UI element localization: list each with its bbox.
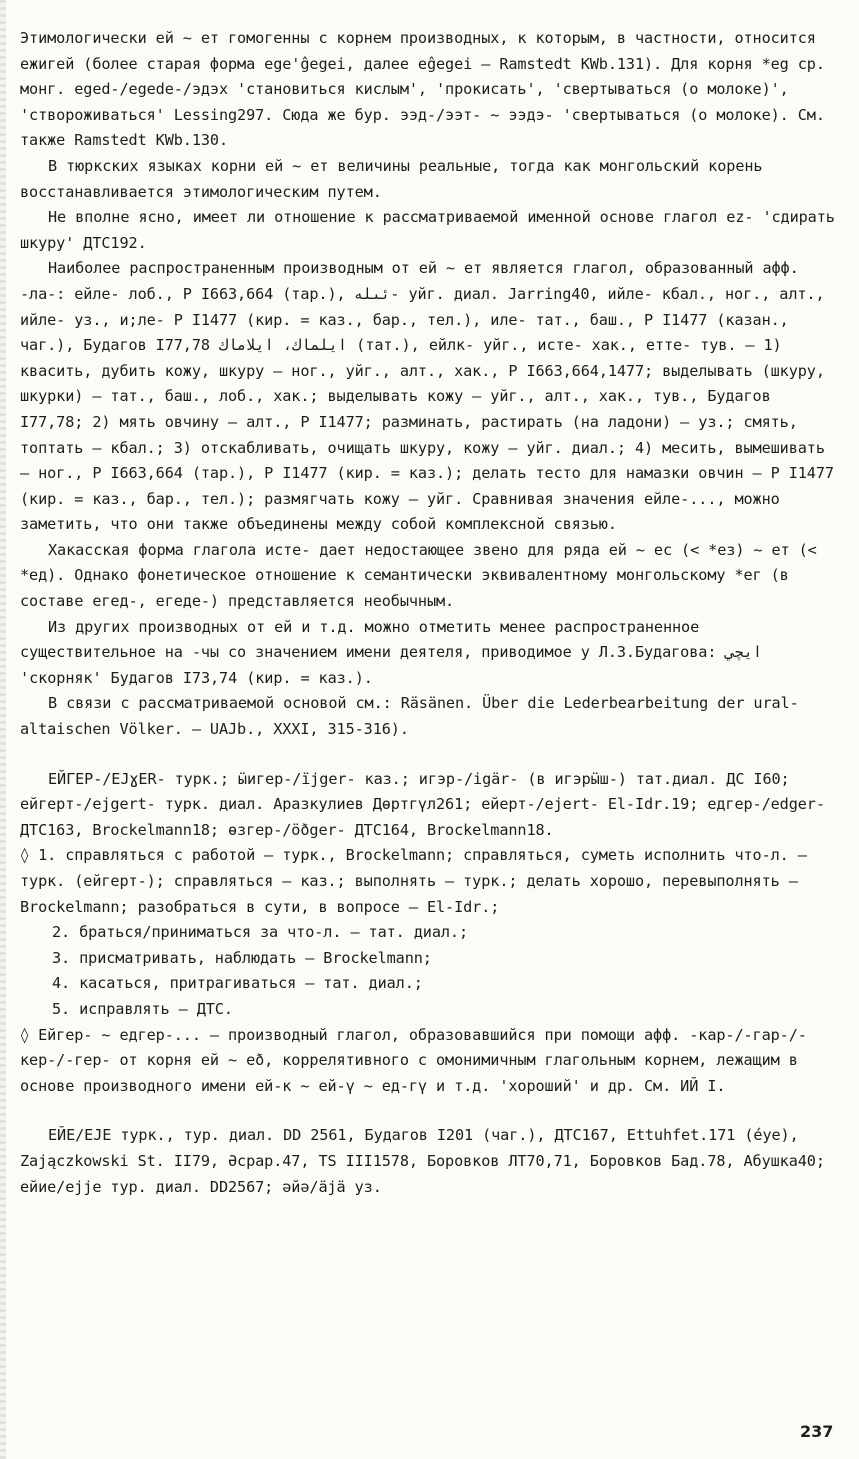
entry-eye-text: ЕЙЕ/EJE турк., тур. диал. DD 2561, Будагов I201 (чаг.), ДТС167, Ettuhfet.171 (éye), Zajączkowski St. II79, Әсрар.47, TS III1578, Боровков ЛТ70,71, Боровков Бад.78, Абушка40; ейие/ejje тур. диал. DD2567; әйә/äjä уз. — [20, 1126, 825, 1196]
entry-meaning-item: 3. присматривать, наблюдать – Brockelmann; — [52, 948, 432, 967]
page-number: 237 — [800, 1422, 834, 1441]
entry-headword: ЕЙГЕР-/EJɣER- турк.; ӹигер-/ïjger- каз.; игэр-/igär- (в игэрӹш-) тат.диал. ДС I60; ейгерт-/ejgert- турк. диал. Аразкулиев Дөртгүл261; ейерт-/ejert- El-Idr.19; едгер-/edger- ДТС163, Brockelmann18; өзгер-/öðger- ДТС164, Brockelmann18. — [20, 769, 825, 839]
paragraph-other-derivatives: Из других производных от ей и т.д. можно отметить менее распространенное существительное на -чы со значением имени деятеля, приводимое у Л.З.Будагова: ايچي 'скорняк' Будагов I73,74 (кир. = каз.). — [20, 617, 762, 687]
dictionary-entry-eye — [20, 1123, 842, 1200]
paragraph-ez-verb: Не вполне ясно, имеет ли отношение к рассматриваемой именной основе глагол ez- 'сдирать шкуру' ДТС192. — [20, 208, 835, 252]
scan-edge — [0, 0, 6, 1459]
entry-meaning-item: 2. браться/приниматься за что-л. – тат. диал.; — [52, 923, 469, 942]
entry-note: ◊ Ейгер- ~ едгер-... – производный глагол, образовавшийся при помощи афф. -кар-/-гар-/-кер-/-гер- от корня ей ~ еð, коррелятивного с омонимичным глагольным корнем, лежащим в основе производного имени ей-к ~ ей-ү ~ ед-гү и т.д. 'хороший' и др. См. ИЙ I. — [20, 1025, 807, 1095]
paragraph-etymology: Этимологически ей ~ ет гомогенны с корнем производных, к которым, в частности, относится ежигей (более старая форма ege'ĝegei, далее eĝegei – Ramstedt KWb.131). Для корня *eg ср. монг. eged-/egede-/эдэх 'становиться кислым', 'прокисать', 'свертываться (о молоке)', 'створоживаться' Lessing297. Сюда же бур. ээд-/ээт- ~ ээдэ- 'свертываться (о молоке). См. также Ramstedt KWb.130. — [20, 29, 825, 150]
entry-meaning-item: 4. касаться, притрагиваться – тат. диал.; — [52, 974, 423, 993]
page-content — [20, 26, 842, 1200]
entry-meanings-list — [20, 920, 842, 1022]
entry-meaning-1: ◊ 1. справляться с работой – турк., Brockelmann; справляться, суметь исполнить что-л. – турк. (ейгерт-); справляться – каз.; выполнять – турк.; делать хорошо, перевыполнять – Brockelmann; разобраться в сути, в вопросе – El-Idr.; — [20, 846, 807, 916]
paragraph-derivatives: Наиболее распространенным производным от ей ~ ет является глагол, образованный афф. -ла-: ейле- лоб., Р I663,664 (тар.), ئىلە- уйг. диал. Jarring40, ийле- кбал., ног., алт., ийле- уз., и;ле- Р I1477 (кир. = каз., бар., тел.), иле- тат., баш., Р I1477 (казан., чаг.), Будагов I77,78 ايلماك، ايلاماك (тат.), ейлк- уйг., исте- хак., етте- тув. – 1) квасить, дубить кожу, шкуру – ног., уйг., алт., хак., Р I663,664,1477; выделывать (шкуру, шкурки) – тат., баш., лоб., хак.; выделывать кожу – уйг., алт., хак., тув., Будагов I77,78; 2) мять овчину – алт., Р I1477; разминать, растирать (на ладони) – уз.; смять, топтать – кбал.; 3) отскабливать, очищать шкуру, кожу – уйг. диал.; 4) месить, вымешивать – ног., Р I663,664 (тар.), Р I1477 (кир. = каз.); делать тесто для намазки овчин – Р I1477 (кир. = каз., бар., тел.); размягчать кожу – уйг. Сравнивая значения ейле-..., можно заметить, что они также объединены между собой комплексной связью. — [20, 259, 834, 534]
paragraph-reference: В связи с рассматриваемой основой см.: Räsänen. Über die Lederbearbeitung der ural-altaischen Völker. – UAJb., XXXI, 315-316). — [20, 694, 799, 739]
paragraph-turkic-roots: В тюркских языках корни ей ~ ет величины реальные, тогда как монгольский корень восстанавливается этимологическим путем. — [20, 156, 763, 201]
entry-meaning-item: 5. исправлять – ДТС. — [52, 999, 233, 1018]
paragraph-khakas-form: Хакасская форма глагола исте- дает недостающее звено для ряда ей ~ ес (< *ез) ~ ет (< *ед). Однако фонетическое отношение к семантически эквивалентному монгольскому *ег (в составе егед-, егеде-) представляется необычным. — [20, 540, 817, 611]
dictionary-entry-eyger — [20, 767, 842, 1100]
